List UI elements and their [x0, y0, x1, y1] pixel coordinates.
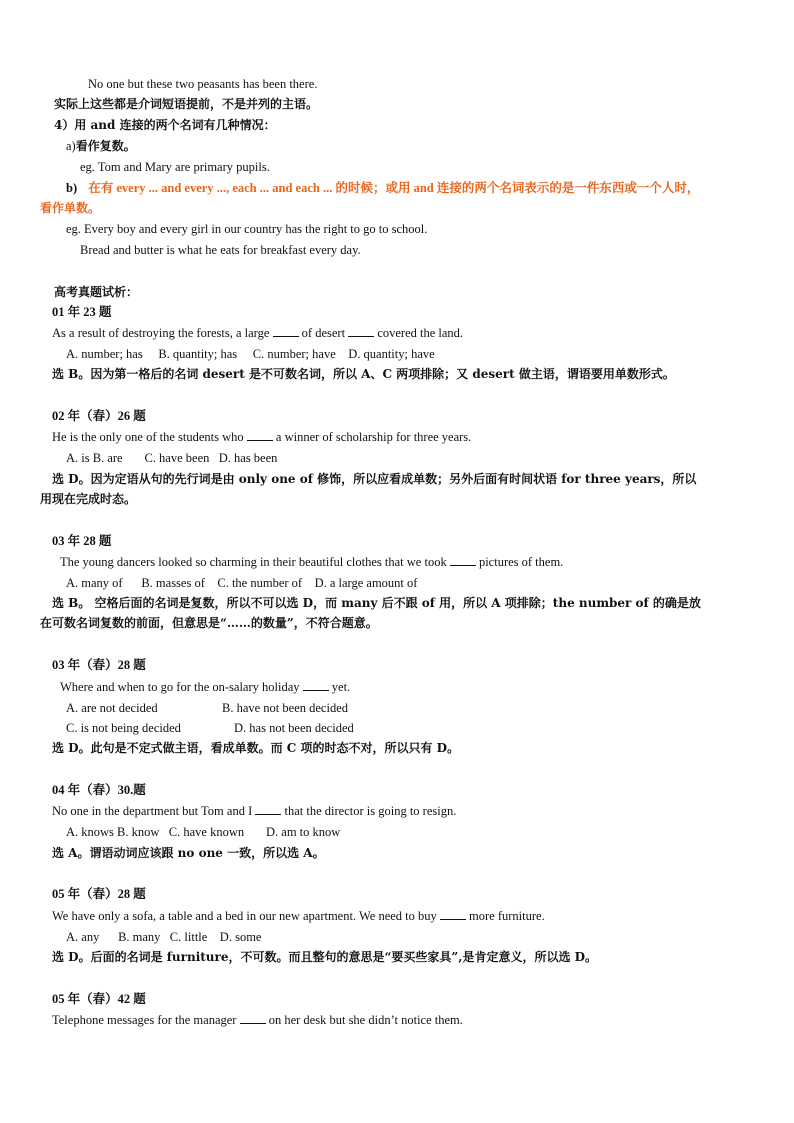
case-b-label: b) — [66, 181, 78, 195]
stem-text: yet. — [331, 680, 351, 694]
answer-explanation: 选 D。因为定语从句的先行词是由 only one of 修饰，所以应看成单数；另外后面有时间状语 for three years，所以 — [52, 472, 697, 486]
question-heading: 05 年（春）42 题 — [52, 992, 146, 1006]
stem-text: on her desk but she didn’t notice them. — [268, 1013, 463, 1027]
question-heading: 02 年（春）26 题 — [52, 409, 146, 423]
question-stem — [52, 325, 463, 341]
option-d: D. has not been decided — [234, 721, 354, 735]
answer-explanation-continued: 用现在完成时态。 — [40, 492, 137, 506]
stem-text: pictures of them. — [478, 555, 564, 569]
rule-4-heading: 4）用 and 连接的两个名词有几种情况： — [54, 118, 276, 132]
question-options: A. number; has B. quantity; has C. number; have D. quantity; have — [66, 347, 435, 361]
stem-text: As a result of destroying the forests, a large — [52, 326, 270, 340]
stem-text: of desert — [301, 326, 346, 340]
answer-blank — [450, 554, 476, 566]
case-a-example: eg. Tom and Mary are primary pupils. — [80, 160, 270, 174]
question-options: A. knows B. know C. have known D. am to know — [66, 825, 341, 839]
answer-explanation: 选 B。因为第一格后的名词 desert 是不可数名词，所以 A、C 两项排除；又 desert 做主语，谓语要用单数形式。 — [52, 367, 675, 381]
stem-text: more furniture. — [469, 909, 545, 923]
option-c: C. is not being decided — [66, 721, 181, 735]
case-b-text-continued: 看作单数。 — [40, 201, 101, 215]
answer-blank — [255, 803, 281, 815]
question-stem — [60, 679, 350, 695]
option-a: A. are not decided — [66, 701, 158, 715]
stem-text: The young dancers looked so charming in their beautiful clothes that we took — [60, 555, 447, 569]
question-options: A. many of B. masses of C. the number of D. a large amount of — [66, 576, 418, 590]
section-title: 高考真题试析： — [54, 285, 139, 299]
stem-text: We have only a sofa, a table and a bed in our new apartment. We need to buy — [52, 909, 437, 923]
question-stem — [52, 908, 545, 924]
answer-explanation: 选 B。 空格后面的名词是复数，所以不可以选 D，而 many 后不跟 of 用，所以 A 项排除；the number of 的确是放 — [52, 596, 701, 610]
question-heading: 03 年 28 题 — [52, 534, 112, 548]
answer-blank — [247, 429, 273, 441]
question-options: A. any B. many C. little D. some — [66, 930, 262, 944]
answer-explanation-continued: 在可数名词复数的前面，但意思是“……的数量”，不符合题意。 — [40, 616, 378, 630]
question-heading: 01 年 23 题 — [52, 305, 112, 319]
answer-blank — [348, 325, 374, 337]
case-a-label: a) — [66, 139, 76, 153]
answer-blank — [440, 908, 466, 920]
case-b — [66, 180, 699, 196]
stem-text: Where and when to go for the on-salary holiday — [60, 680, 300, 694]
question-heading: 03 年（春）28 题 — [52, 658, 146, 672]
case-b-example-2: Bread and butter is what he eats for breakfast every day. — [80, 243, 361, 257]
question-heading: 05 年（春）28 题 — [52, 887, 146, 901]
answer-blank — [303, 679, 329, 691]
question-stem — [60, 554, 563, 570]
note-line: 实际上这些都是介词短语提前，不是并列的主语。 — [54, 97, 319, 111]
stem-text: He is the only one of the students who — [52, 430, 244, 444]
question-options: A. is B. are C. have been D. has been — [66, 451, 278, 465]
stem-text: Telephone messages for the manager — [52, 1013, 237, 1027]
case-b-text: 在有 every ... and every ..., each ... and each ... 的时候；或用 and 连接的两个名词表示的是一件东西或一个人时， — [88, 181, 700, 195]
case-b-example-1: eg. Every boy and every girl in our country has the right to go to school. — [66, 222, 428, 236]
example-sentence: No one but these two peasants has been there. — [88, 77, 318, 91]
question-stem — [52, 429, 471, 445]
case-a-text: 看作复数。 — [75, 139, 136, 153]
stem-text: covered the land. — [377, 326, 464, 340]
stem-text: that the director is going to resign. — [284, 804, 457, 818]
case-a — [66, 138, 136, 154]
stem-text: No one in the department but Tom and I — [52, 804, 253, 818]
question-stem — [52, 1012, 463, 1028]
answer-explanation: 选 A。谓语动词应该跟 no one 一致，所以选 A。 — [52, 846, 325, 860]
option-b: B. have not been decided — [222, 701, 348, 715]
answer-blank — [240, 1012, 266, 1024]
answer-explanation: 选 D。后面的名词是 furniture，不可数。而且整句的意思是“要买些家具”,是肯定意义，所以选 D。 — [52, 950, 598, 964]
question-heading: 04 年（春）30.题 — [52, 783, 146, 797]
answer-explanation: 选 D。此句是不定式做主语，看成单数。而 C 项的时态不对，所以只有 D。 — [52, 741, 460, 755]
stem-text: a winner of scholarship for three years. — [275, 430, 472, 444]
answer-blank — [273, 325, 299, 337]
question-stem — [52, 803, 456, 819]
